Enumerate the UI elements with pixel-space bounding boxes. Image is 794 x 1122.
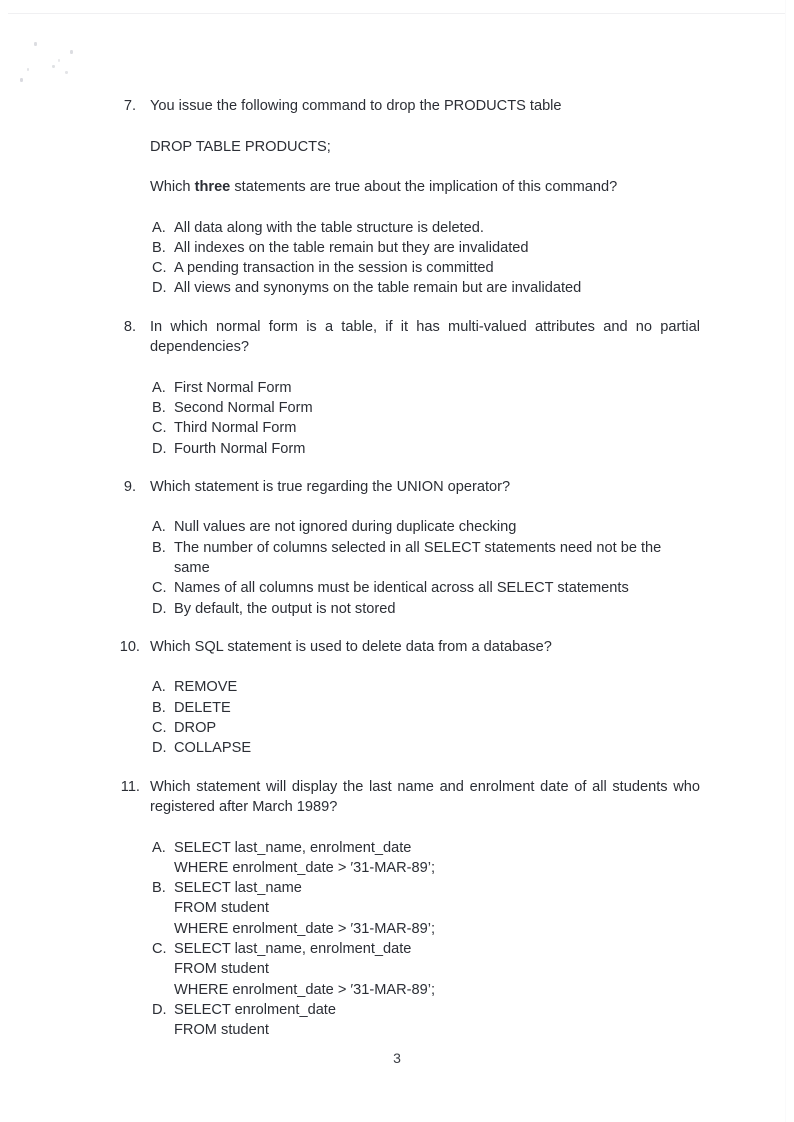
question-spacer (0, 299, 794, 317)
option-text: WHERE enrolment_date > ′31-MAR-89’; (174, 981, 436, 998)
option-item[interactable] (152, 258, 700, 278)
option-text: COLLAPSE (174, 740, 252, 757)
question-8 (0, 317, 794, 459)
option-item[interactable] (152, 1000, 700, 1041)
option-letter: C. (152, 420, 167, 437)
question-spacer (0, 759, 794, 777)
option-text: DROP (174, 719, 217, 736)
option-item[interactable] (152, 439, 700, 459)
question-7 (0, 96, 794, 299)
option-item[interactable] (152, 738, 700, 758)
option-letter: A. (152, 839, 166, 856)
scan-artifact-speckles (0, 0, 120, 110)
option-letter: A. (152, 519, 166, 536)
question-9-options (150, 517, 700, 618)
option-text: SELECT enrolment_date (174, 1001, 336, 1018)
option-item[interactable] (152, 278, 700, 298)
option-item[interactable] (152, 398, 700, 418)
option-letter: B. (152, 699, 166, 716)
question-8-number: 8. (123, 318, 136, 335)
option-letter: D. (152, 740, 167, 757)
option-text: A pending transaction in the session is committed (174, 260, 494, 277)
option-item[interactable] (152, 538, 700, 579)
option-item[interactable] (152, 418, 700, 438)
option-text: Null values are not ignored during duplicate checking (174, 519, 517, 536)
option-letter: D. (152, 440, 167, 457)
option-text: DELETE (174, 699, 231, 716)
scan-artifact-top-line (8, 13, 786, 14)
option-letter: A. (152, 679, 166, 696)
question-9-stem: Which statement is true regarding the UNION operator? (150, 478, 511, 495)
question-spacer (0, 459, 794, 477)
option-text: SELECT last_name, enrolment_date (174, 839, 412, 856)
option-item[interactable] (152, 939, 700, 1000)
option-item[interactable] (152, 378, 700, 398)
page-number: 3 (393, 1050, 401, 1066)
option-text: WHERE enrolment_date > ′31-MAR-89’; (174, 920, 436, 937)
option-letter: C. (152, 580, 167, 597)
question-9 (0, 477, 794, 619)
option-item[interactable] (152, 517, 700, 537)
option-item[interactable] (152, 218, 700, 238)
option-letter: C. (152, 719, 167, 736)
option-item[interactable] (152, 238, 700, 258)
option-text: First Normal Form (174, 379, 292, 396)
option-text: WHERE enrolment_date > ′31-MAR-89’; (174, 859, 436, 876)
question-7-stem: You issue the following command to drop the PRODUCTS table (150, 98, 562, 114)
question-7-code: DROP TABLE PRODUCTS; (150, 138, 331, 155)
option-letter: B. (152, 399, 166, 416)
option-item[interactable] (152, 578, 700, 598)
option-letter: B. (152, 539, 166, 556)
option-letter: C. (152, 260, 167, 277)
option-text: All views and synonyms on the table remain but are invalidated (174, 280, 582, 297)
question-11 (0, 777, 794, 1041)
option-text: Third Normal Form (174, 420, 297, 437)
option-text: FROM student (174, 1022, 269, 1039)
question-11-number: 11. (120, 778, 140, 795)
question-11-options (150, 838, 700, 1041)
option-letter: D. (152, 280, 167, 297)
option-text: The number of columns selected in all SELECT statements need not be the same (174, 539, 662, 576)
question-7-number: 7. (123, 98, 136, 114)
option-letter: A. (152, 379, 166, 396)
option-text: By default, the output is not stored (174, 600, 396, 617)
question-7-sub-stem-prefix: Which (150, 179, 195, 195)
option-item[interactable] (152, 878, 700, 939)
option-text: SELECT last_name, enrolment_date (174, 941, 412, 958)
option-text: All data along with the table structure is deleted. (174, 219, 484, 236)
option-text: SELECT last_name (174, 880, 302, 897)
question-10-stem: Which SQL statement is used to delete data from a database? (150, 638, 552, 655)
question-10-number: 10. (119, 638, 140, 655)
option-item[interactable] (152, 599, 700, 619)
option-item[interactable] (152, 677, 700, 697)
option-text: FROM student (174, 900, 269, 917)
option-letter: C. (152, 941, 167, 958)
option-text: All indexes on the table remain but they are invalidated (174, 239, 529, 256)
question-7-options (150, 218, 700, 299)
question-11-stem: Which statement will display the last name and enrolment date of all students who registered after March 1989? (150, 778, 700, 816)
question-10-options (150, 677, 700, 758)
question-10 (0, 637, 794, 759)
question-8-stem: In which normal form is a table, if it has multi-valued attributes and no partial dependencies? (150, 318, 700, 356)
option-letter: B. (152, 239, 166, 256)
option-text: Names of all columns must be identical across all SELECT statements (174, 580, 629, 597)
question-spacer (0, 619, 794, 637)
question-9-number: 9. (123, 478, 136, 495)
option-letter: A. (152, 219, 166, 236)
option-letter: B. (152, 880, 166, 897)
option-item[interactable] (152, 838, 700, 879)
question-7-sub-stem (150, 177, 700, 198)
option-item[interactable] (152, 718, 700, 738)
option-item[interactable] (152, 698, 700, 718)
option-letter: D. (152, 1001, 167, 1018)
option-text: Second Normal Form (174, 399, 313, 416)
question-7-sub-stem-bold: three (194, 179, 231, 195)
option-letter: D. (152, 600, 167, 617)
option-text: FROM student (174, 961, 269, 978)
option-text: Fourth Normal Form (174, 440, 306, 457)
option-text: REMOVE (174, 679, 238, 696)
question-8-options (150, 378, 700, 459)
question-list (0, 96, 794, 1041)
question-7-sub-stem-suffix: statements are true about the implication of this command? (230, 179, 618, 195)
